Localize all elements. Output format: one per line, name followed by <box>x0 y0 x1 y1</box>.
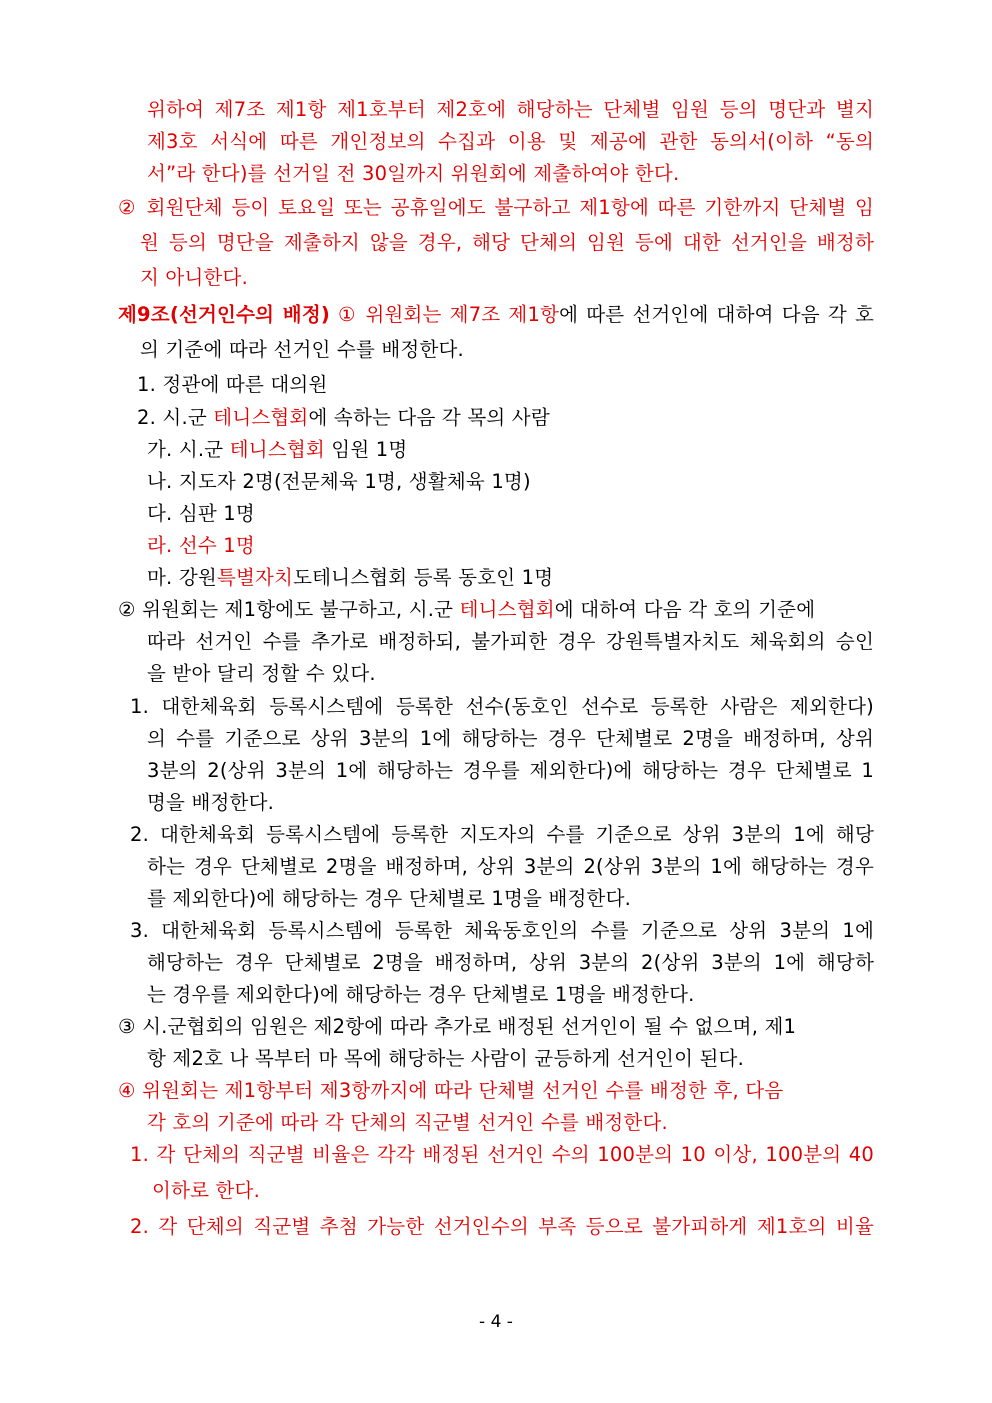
clause-9-4-line-1: ④ 위원회는 제1항부터 제3항까지에 따라 단체별 선거인 수를 배정한 후, 다음 <box>118 1079 784 1102</box>
item-9-2-1-line-3: 3분의 2(상위 3분의 1에 해당하는 경우를 제외한다)에 해당하는 경우 단체별로 1 <box>147 759 874 782</box>
article-9-title: 제9조(선거인수의 배정) <box>118 303 330 326</box>
text-line-2: 제3호 서식에 따른 개인정보의 수집과 이용 및 제공에 관한 동의서(이하 “동의 <box>147 130 874 153</box>
item-9-2-2-line-1: 2. 대한체육회 등록시스템에 등록한 지도자의 수를 기준으로 상위 3분의 1에 해당 <box>130 823 874 846</box>
subitem-na: 나. 지도자 2명(전문체육 1명, 생활체육 1명) <box>147 470 531 493</box>
clause-2-line-2: 원 등의 명단을 제출하지 않을 경우, 해당 단체의 임원 등에 대한 선거인을 배정하 <box>140 231 874 254</box>
clause-2-line-1: ② 회원단체 등이 토요일 또는 공휴일에도 불구하고 제1항에 따른 기한까지 단체별 임 <box>118 196 874 219</box>
clause-9-2-line-3: 을 받아 달리 정할 수 있다. <box>147 662 376 685</box>
subitem-ga <box>147 437 407 463</box>
item-9-2-1-line-4: 명을 배정한다. <box>147 791 275 814</box>
clause-9-2-suffix: 에 대하여 다음 각 호의 기준에 <box>554 598 816 621</box>
clause-9-2-prefix: ② 위원회는 제1항에도 불구하고, 시.군 <box>118 598 460 621</box>
subitem-ma <box>147 565 553 591</box>
item-9-2-2-line-2: 하는 경우 단체별로 2명을 배정하며, 상위 3분의 2(상위 3분의 1에 해당하는 경우 <box>147 855 874 878</box>
clause-9-3-line-2: 항 제2호 나 목부터 마 목에 해당하는 사람이 균등하게 선거인이 된다. <box>147 1047 744 1070</box>
clause-9-2-line-2: 따라 선거인 수를 추가로 배정하되, 불가피한 경우 강원특별자치도 체육회의 승인 <box>147 630 874 653</box>
clause-9-2-tennis-association: 테니스협회 <box>459 598 555 621</box>
item-2-prefix: 2. 시.군 <box>137 406 214 429</box>
article-9-clause-1-rest: 에 따른 선거인에 대하여 다음 각 호 <box>559 303 874 326</box>
clause-9-4-line-2: 각 호의 기준에 따라 각 단체의 직군별 선거인 수를 배정한다. <box>147 1111 668 1134</box>
page-number: - 4 - <box>479 1312 513 1332</box>
subitem-ma-suffix: 도테니스협회 등록 동호인 1명 <box>293 566 554 589</box>
clause-9-2-line-1 <box>118 597 815 623</box>
item-2-suffix: 에 속하는 다음 각 목의 사람 <box>308 406 550 429</box>
clause-9-3-line-1: ③ 시.군협회의 임원은 제2항에 따라 추가로 배정된 선거인이 될 수 없으며, 제1 <box>118 1015 797 1038</box>
item-2-tennis-association: 테니스협회 <box>213 406 309 429</box>
item-9-2-3-line-3: 는 경우를 제외한다)에 해당하는 경우 단체별로 1명을 배정한다. <box>147 983 695 1006</box>
subitem-ma-special-self-governing: 특별자치 <box>216 566 294 589</box>
text-line-1: 위하여 제7조 제1항 제1호부터 제2호에 해당하는 단체별 임원 등의 명단과 별지 <box>147 98 874 121</box>
item-9-2-3-line-2: 해당하는 경우 단체별로 2명을 배정하며, 상위 3분의 2(상위 3분의 1에 해당하 <box>147 951 874 974</box>
item-9-2-1-line-2: 의 수를 기준으로 상위 3분의 1에 해당하는 경우 단체별로 2명을 배정하며, 상위 <box>147 727 874 750</box>
item-9-4-2-line-1: 2. 각 단체의 직군별 추첨 가능한 선거인수의 부족 등으로 불가피하게 제1호의 비율 <box>130 1215 874 1238</box>
item-9-4-1-line-2: 이하로 한다. <box>152 1179 260 1202</box>
subitem-ga-prefix: 가. 시.군 <box>147 438 230 461</box>
clause-2-line-3: 지 아니한다. <box>140 266 248 289</box>
subitem-ma-prefix: 마. 강원 <box>147 566 217 589</box>
subitem-ra: 라. 선수 1명 <box>147 534 255 557</box>
item-1-delegates: 1. 정관에 따른 대의원 <box>137 373 328 396</box>
subitem-ga-suffix: 임원 1명 <box>324 438 408 461</box>
article-9-line-2: 의 기준에 따라 선거인 수를 배정한다. <box>140 338 464 361</box>
article-9-clause-1-ref: ① 위원회는 제7조 제1항 <box>329 303 560 326</box>
item-9-2-1-line-1: 1. 대한체육회 등록시스템에 등록한 선수(동호인 선수로 등록한 사람은 제외한다) <box>130 695 874 718</box>
item-2-line <box>137 405 550 431</box>
item-9-2-2-line-3: 를 제외한다)에 해당하는 경우 단체별로 1명을 배정한다. <box>147 887 632 910</box>
text-line-3: 서”라 한다)를 선거일 전 30일까지 위원회에 제출하여야 한다. <box>147 162 680 185</box>
article-9-heading-line <box>118 302 874 328</box>
subitem-da: 다. 심판 1명 <box>147 502 255 525</box>
item-9-2-3-line-1: 3. 대한체육회 등록시스템에 등록한 체육동호인의 수를 기준으로 상위 3분의 1에 <box>130 919 874 942</box>
subitem-ga-tennis-association: 테니스협회 <box>229 438 325 461</box>
item-9-4-1-line-1: 1. 각 단체의 직군별 비율은 각각 배정된 선거인 수의 100분의 10 이상, 100분의 40 <box>130 1143 874 1166</box>
